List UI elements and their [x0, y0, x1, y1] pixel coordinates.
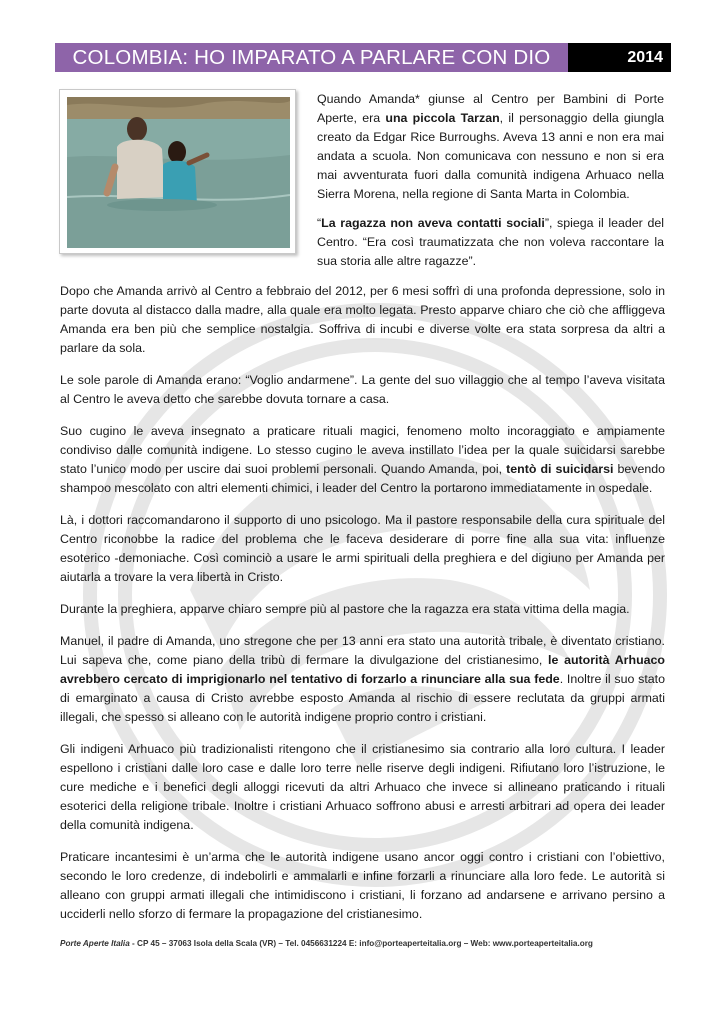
paragraph-6 [60, 632, 665, 727]
text-span: bevendo shampoo mescolato con altri elementi chimici, i leader del Centro la portarono immediatamente in ospedale. [60, 462, 666, 495]
intro-text [317, 90, 664, 281]
text-span: , il personaggio della giungla creato da Edgar Rice Burroughs. Aveva 13 anni e non era mai andata a scuola. Non comunicava con nessuno e non si era mai avventurata fuori dalla comunità indigena Arhuaco nella Sierra Morena, nella regione di Santa Marta in Colombia. [317, 111, 664, 201]
text-span: Suo cugino le aveva insegnato a praticare rituali magici, fenomeno molto incoraggiato e ampiamente condiviso dalle comunità indigene. Lo stesso cugino le aveva instillato l’idea per la quale suicidarsi sarebbe stato l’unico modo per uscire dai suoi problemi personali. Quando Amanda, poi, [60, 424, 665, 476]
bold-text: La ragazza non aveva contatti sociali [321, 216, 545, 230]
text-span: “ [317, 216, 322, 230]
page-title: COLOMBIA: HO IMPARATO A PARLARE CON DIO [55, 43, 568, 72]
bold-text: le autorità Arhuaco avrebbero cercato di imprigionarlo nel tentativo di forzarlo a rinunciare alla sua fede [60, 653, 665, 686]
paragraph-4: Là, i dottori raccomandarono il supporto di uno psicologo. Ma il pastore responsabile della cura spirituale del Centro riconobbe la radice del problema che le faceva desiderare di porre fine alla sua vita: influenze esoterico -demoniache. Così cominciò a usare le armi spirituali della preghiera e del digiuno per Amanda per aiutarla a trovare la vera libertà in Cristo. [60, 513, 665, 584]
paragraph-3 [60, 422, 665, 498]
baptism-in-river-photo-icon [67, 97, 290, 248]
article-body [60, 282, 665, 937]
page-footer [60, 939, 680, 948]
intro-paragraph-2 [317, 214, 664, 271]
footer-org: Porte Aperte Italia [60, 939, 130, 948]
text-span: Manuel, il padre di Amanda, uno stregone che per 13 anni era stato una autorità tribale, è diventato cristiano. Lui sapeva che, come piano della tribù di fermare la divulgazione del cristianesimo, [60, 634, 665, 667]
paragraph-2: Le sole parole di Amanda erano: “Voglio andarmene”. La gente del suo villaggio che al tempo l’aveva visitata al Centro le aveva detto che sarebbe dovuta tornare a casa. [60, 373, 665, 406]
photo-frame [59, 89, 296, 254]
footer-contacts: - CP 45 – 37063 Isola della Scala (VR) – Tel. 0456631224 E: info@porteaperteitalia.org – Web: www.porteaperteitalia.org [129, 939, 593, 948]
year-badge: 2014 [568, 43, 671, 72]
paragraph-8: Praticare incantesimi è un’arma che le autorità indigene usano ancor oggi contro i cristiani con l’obiettivo, secondo le loro credenze, di indebolirli e ammalarli e infine forzarli a rinunciare alla loro fede. Le autorità si alleano con gruppi armati illegali che intimidiscono i cristiani, li forzano ad andarsene e arrivano persino a ucciderli nello sforzo di fermare la propagazione del cristianesimo. [60, 850, 665, 921]
text-span: Quando Amanda* giunse al Centro per Bambini di Porte Aperte, era [317, 92, 664, 125]
paragraph-5: Durante la preghiera, apparve chiaro sempre più al pastore che la ragazza era stata vittima della magia. [60, 602, 630, 616]
bold-text: tentò di suicidarsi [506, 462, 614, 476]
bold-text: una piccola Tarzan [385, 111, 500, 125]
text-span: . Inoltre il suo stato di emarginato a causa di Cristo avrebbe esposto Amanda al rischio di essere reclutata da gruppi armati illegali, che spesso si alleano con le autorità indigene proprio contro i cristiani. [60, 672, 665, 724]
header-bar [55, 43, 671, 72]
paragraph-7: Gli indigeni Arhuaco più tradizionalisti ritengono che il cristianesimo sia contrario alla loro cultura. I leader espellono i cristiani dalle loro case e dalle loro terre nelle riserve degli indigeni. Rifiutano loro l’istruzione, le cure mediche e i benefici degli alloggi ricevuti da altri Arhuaco che invece si allineano praticando i rituali esoterici della religione tribale. Inoltre i cristiani Arhuaco soffrono abusi e arresti arbitrari ad opera dei leader della comunità indigena. [60, 742, 665, 832]
text-span: ”, spiega il leader del Centro. “Era così traumatizzata che non voleva raccontare la sua storia alle altre ragazze”. [317, 216, 664, 268]
paragraph-1: Dopo che Amanda arrivò al Centro a febbraio del 2012, per 6 mesi soffrì di una profonda depressione, solo in parte dovuta al distacco dalla madre, alla quale era molto legata. Presto apparve chiaro che ciò che affliggeva Amanda era ben più che semplice nostalgia. Soffriva di incubi e diverse volte era stata sorpresa da altri a parlare da sola. [60, 284, 665, 355]
intro-paragraph-1 [317, 90, 664, 204]
